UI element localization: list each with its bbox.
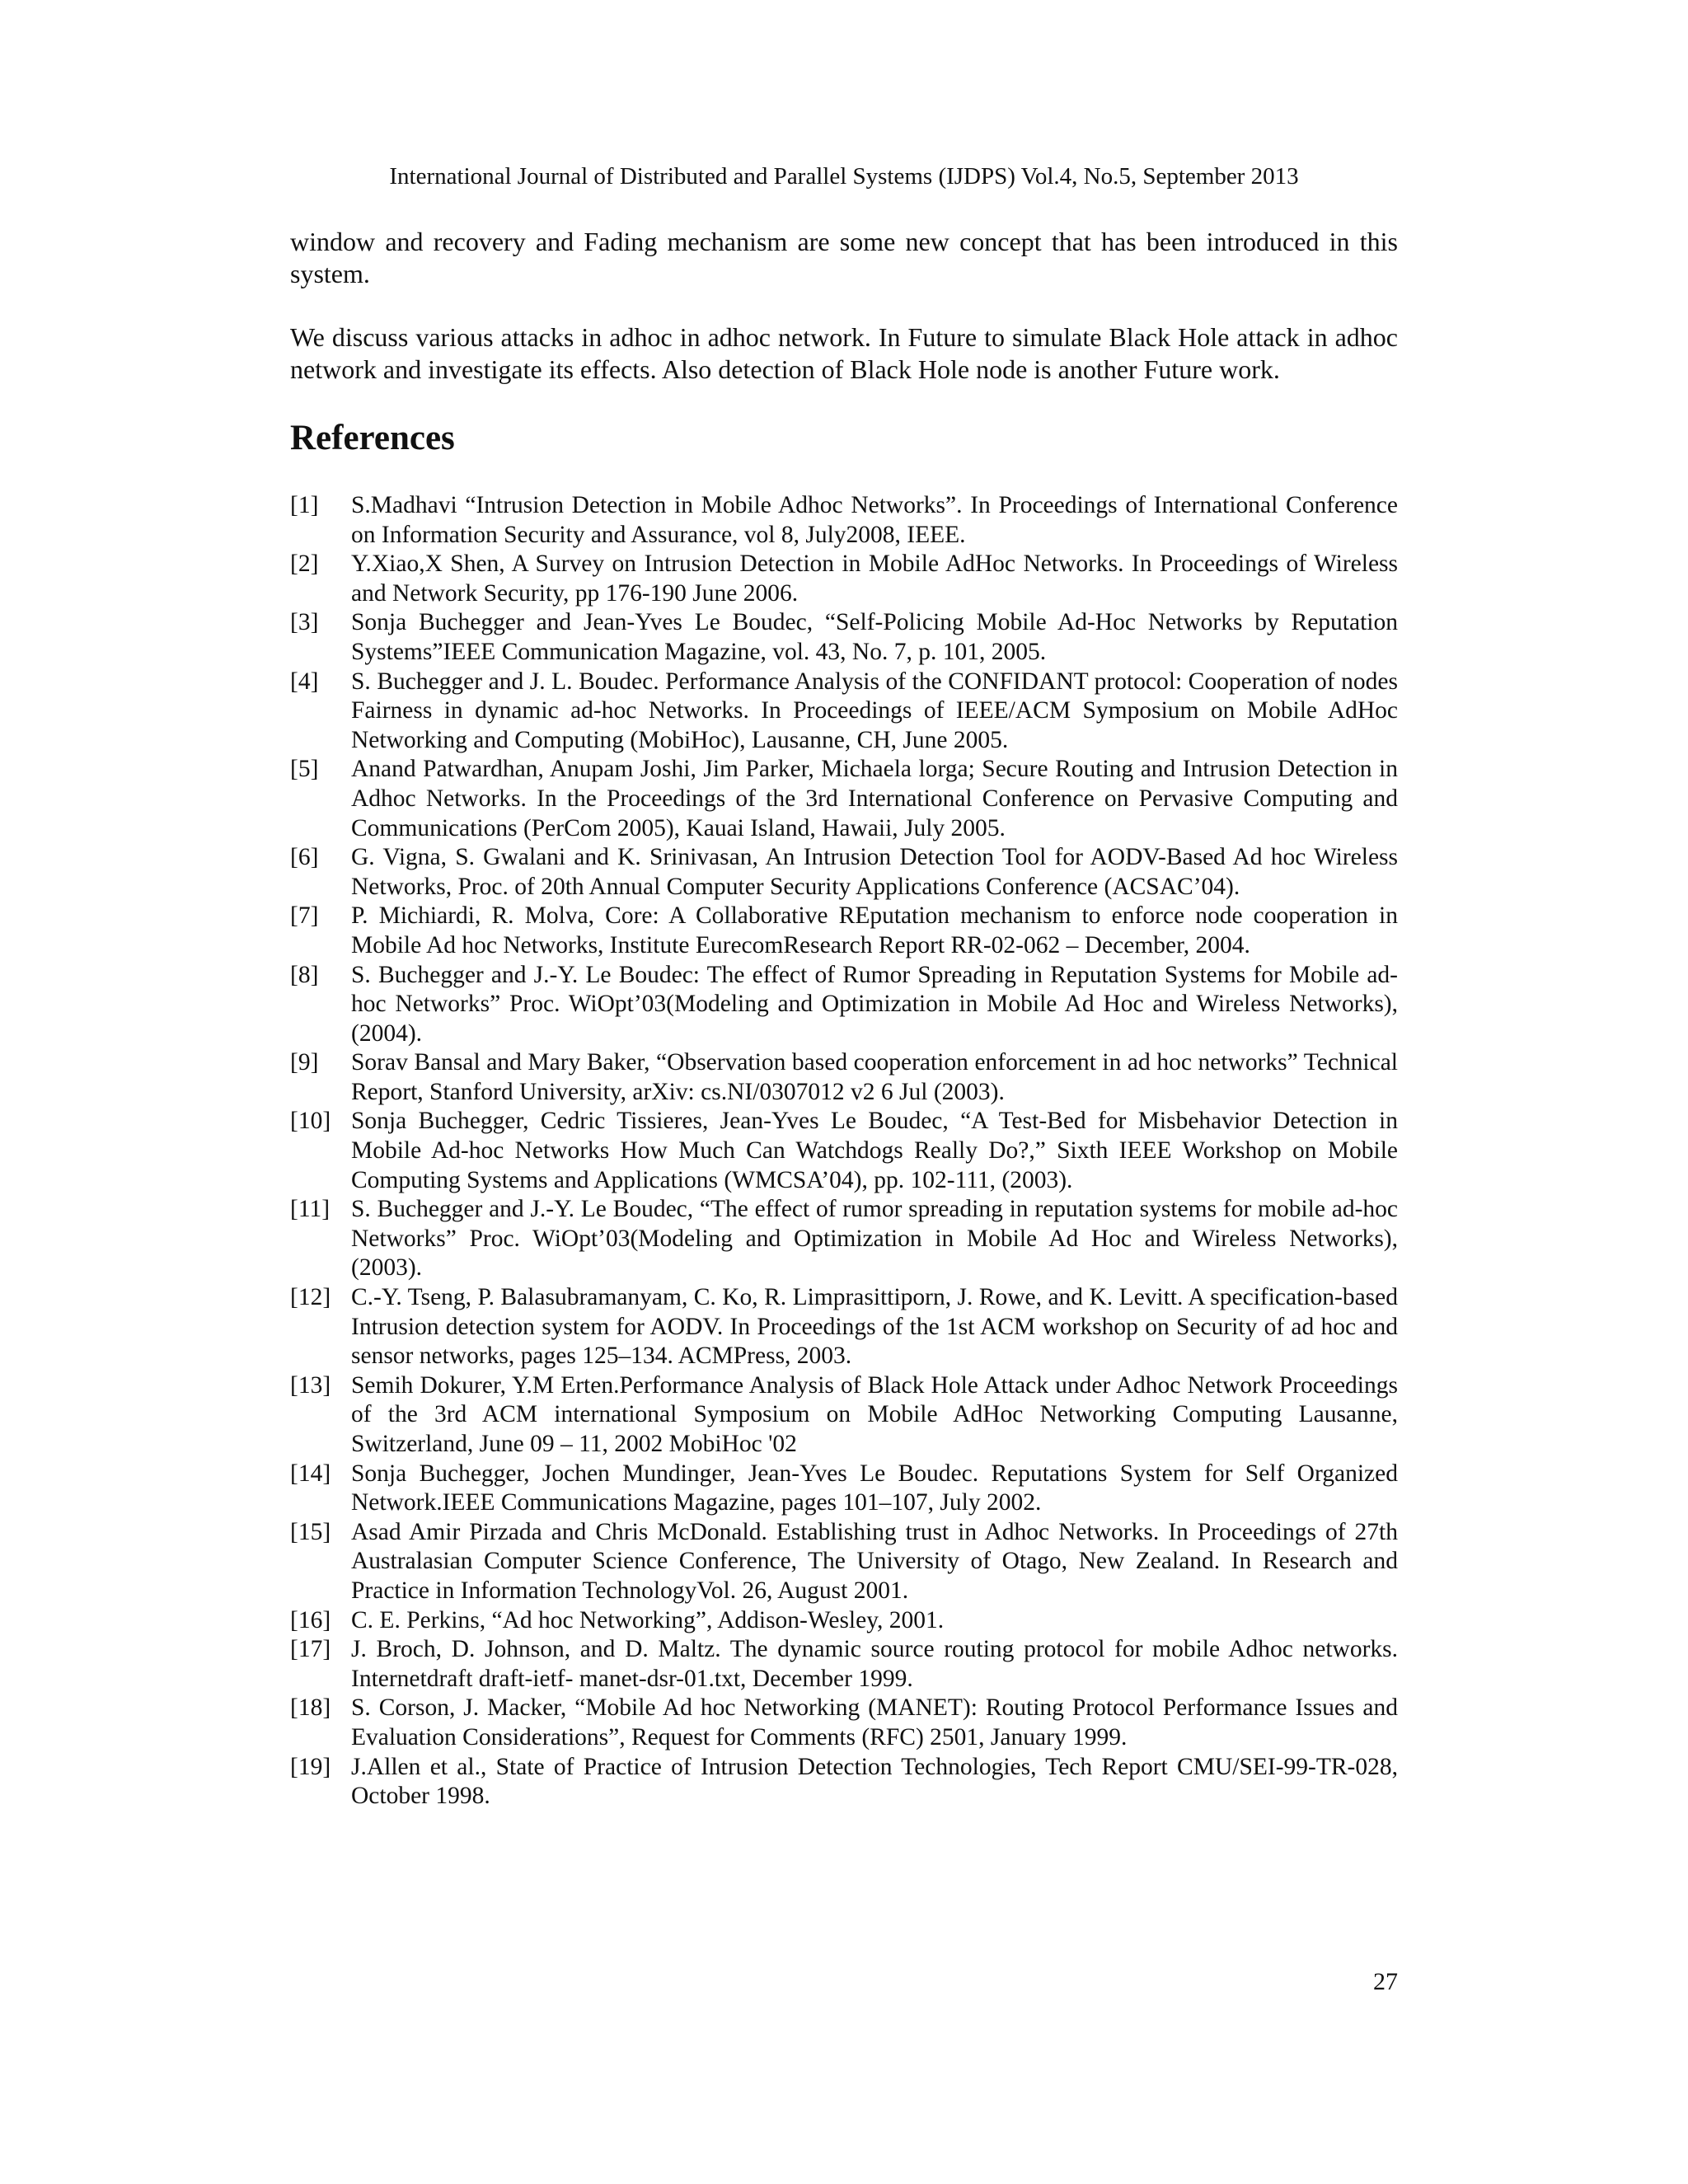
reference-number: [19] (290, 1753, 331, 1780)
reference-text: Sorav Bansal and Mary Baker, “Observation based cooperation enforcement in ad hoc networks” Technical Report, Stanford University, arXiv: cs.NI/0307012 v2 6 Jul (2003). (351, 1049, 1398, 1105)
reference-item (290, 961, 1398, 1049)
reference-number: [15] (290, 1518, 331, 1545)
reference-text: S. Buchegger and J.-Y. Le Boudec, “The effect of rumor spreading in reputation systems for mobile ad-hoc Networks” Proc. WiOpt’03(Modeling and Optimization in Mobile Ad Hoc and Wireless Networks), (2003). (351, 1196, 1398, 1282)
reference-text: S. Corson, J. Macker, “Mobile Ad hoc Networking (MANET): Routing Protocol Performance Issues and Evaluation Considerations”, Request for Comments (RFC) 2501, January 1999. (351, 1694, 1398, 1750)
reference-number: [13] (290, 1371, 331, 1399)
reference-item (290, 1694, 1398, 1752)
reference-item (290, 608, 1398, 667)
reference-text: J.Allen et al., State of Practice of Intrusion Detection Technologies, Tech Report CMU/SEI-99-TR-028, October 1998. (351, 1753, 1398, 1810)
reference-list (290, 491, 1398, 1811)
reference-number: [17] (290, 1636, 331, 1663)
reference-item (290, 1753, 1398, 1811)
reference-text: S.Madhavi “Intrusion Detection in Mobile Adhoc Networks”. In Proceedings of International Conference on Information Security and Assurance, vol 8, July2008, IEEE. (351, 492, 1398, 548)
reference-text: Sonja Buchegger, Jochen Mundinger, Jean-Yves Le Boudec. Reputations System for Self Organized Network.IEEE Communications Magazine, pages 101–107, July 2002. (351, 1460, 1398, 1516)
running-header: International Journal of Distributed and Parallel Systems (IJDPS) Vol.4, No.5, September 2013 (389, 163, 1299, 190)
reference-text: S. Buchegger and J.-Y. Le Boudec: The effect of Rumor Spreading in Reputation Systems for Mobile ad-hoc Networks” Proc. WiOpt’03(Modeling and Optimization in Mobile Ad Hoc and Wireless Networks), (2004). (351, 961, 1398, 1047)
reference-number: [6] (290, 844, 319, 871)
reference-number: [7] (290, 902, 319, 930)
reference-number: [5] (290, 756, 319, 783)
reference-number: [11] (290, 1196, 331, 1223)
reference-text: P. Michiardi, R. Molva, Core: A Collaborative REputation mechanism to enforce node cooperation in Mobile Ad hoc Networks, Institute EurecomResearch Report RR-02-062 – December, 2004. (351, 902, 1398, 958)
body-paragraph: We discuss various attacks in adhoc in adhoc network. In Future to simulate Black Hole attack in adhoc network and investigate its effects. Also detection of Black Hole node is another Future work. (290, 322, 1398, 384)
reference-number: [12] (290, 1284, 331, 1311)
body-paragraph: window and recovery and Fading mechanism are some new concept that has been introduced in this system. (290, 227, 1398, 288)
reference-text: Sonja Buchegger and Jean-Yves Le Boudec, “Self-Policing Mobile Ad-Hoc Networks by Reputation Systems”IEEE Communication Magazine, vol. 43, No. 7, p. 101, 2005. (351, 609, 1398, 665)
reference-text: Anand Patwardhan, Anupam Joshi, Jim Parker, Michaela lorga; Secure Routing and Intrusion Detection in Adhoc Networks. In the Proceedings of the 3rd International Conference on Pervasive Computing and Communications (PerCom 2005), Kauai Island, Hawaii, July 2005. (351, 756, 1398, 841)
reference-item (290, 491, 1398, 550)
reference-item (290, 902, 1398, 960)
reference-item (290, 1371, 1398, 1460)
reference-item (290, 1283, 1398, 1371)
reference-item (290, 1635, 1398, 1694)
reference-item (290, 843, 1398, 902)
reference-number: [18] (290, 1694, 331, 1722)
reference-item (290, 1107, 1398, 1195)
reference-number: [2] (290, 551, 319, 578)
reference-item (290, 668, 1398, 756)
reference-number: [4] (290, 668, 319, 695)
reference-text: G. Vigna, S. Gwalani and K. Srinivasan, An Intrusion Detection Tool for AODV-Based Ad hoc Wireless Networks, Proc. of 20th Annual Computer Security Applications Conference (ACSAC’04). (351, 844, 1398, 900)
reference-item (290, 755, 1398, 843)
reference-number: [10] (290, 1108, 331, 1135)
reference-text: J. Broch, D. Johnson, and D. Maltz. The dynamic source routing protocol for mobile Adhoc networks. Internetdraft draft-ietf- manet-dsr-01.txt, December 1999. (351, 1636, 1398, 1692)
reference-number: [8] (290, 961, 319, 988)
reference-item (290, 1460, 1398, 1518)
reference-number: [3] (290, 609, 319, 636)
references-heading: References (290, 419, 455, 457)
main-content (290, 226, 1398, 1811)
reference-text: Sonja Buchegger, Cedric Tissieres, Jean-Yves Le Boudec, “A Test-Bed for Misbehavior Detection in Mobile Ad-hoc Networks How Much Can Watchdogs Really Do?,” Sixth IEEE Workshop on Mobile Computing Systems and Applications (WMCSA’04), pp. 102-111, (2003). (351, 1108, 1398, 1193)
reference-text: S. Buchegger and J. L. Boudec. Performance Analysis of the CONFIDANT protocol: Cooperation of nodes Fairness in dynamic ad-hoc Networks. In Proceedings of IEEE/ACM Symposium on Mobile AdHoc Networking and Computing (MobiHoc), Lausanne, CH, June 2005. (351, 668, 1398, 753)
reference-item (290, 1048, 1398, 1107)
reference-text: Semih Dokurer, Y.M Erten.Performance Analysis of Black Hole Attack under Adhoc Network Proceedings of the 3rd ACM international Symposium on Mobile AdHoc Networking Computing Lausanne, Switzerland, June 09 – 11, 2002 MobiHoc '02 (351, 1371, 1398, 1457)
reference-text: Y.Xiao,X Shen, A Survey on Intrusion Detection in Mobile AdHoc Networks. In Proceedings of Wireless and Network Security, pp 176-190 June 2006. (351, 551, 1398, 607)
reference-number: [16] (290, 1606, 331, 1633)
reference-number: [9] (290, 1049, 319, 1076)
reference-item (290, 1518, 1398, 1606)
reference-text: Asad Amir Pirzada and Chris McDonald. Establishing trust in Adhoc Networks. In Proceedings of 27th Australasian Computer Science Conference, The University of Otago, New Zealand. In Research and Practice in Information TechnologyVol. 26, August 2001. (351, 1518, 1398, 1604)
reference-item (290, 1606, 1398, 1636)
reference-text: C.-Y. Tseng, P. Balasubramanyam, C. Ko, R. Limprasittiporn, J. Rowe, and K. Levitt. A specification-based Intrusion detection system for AODV. In Proceedings of the 1st ACM workshop on Security of ad hoc and sensor networks, pages 125–134. ACMPress, 2003. (351, 1284, 1398, 1370)
reference-item (290, 550, 1398, 608)
reference-item (290, 1195, 1398, 1283)
reference-number: [1] (290, 492, 319, 518)
reference-text: C. E. Perkins, “Ad hoc Networking”, Addison-Wesley, 2001. (351, 1606, 945, 1633)
page-number: 27 (1373, 1968, 1398, 1995)
reference-number: [14] (290, 1460, 331, 1487)
